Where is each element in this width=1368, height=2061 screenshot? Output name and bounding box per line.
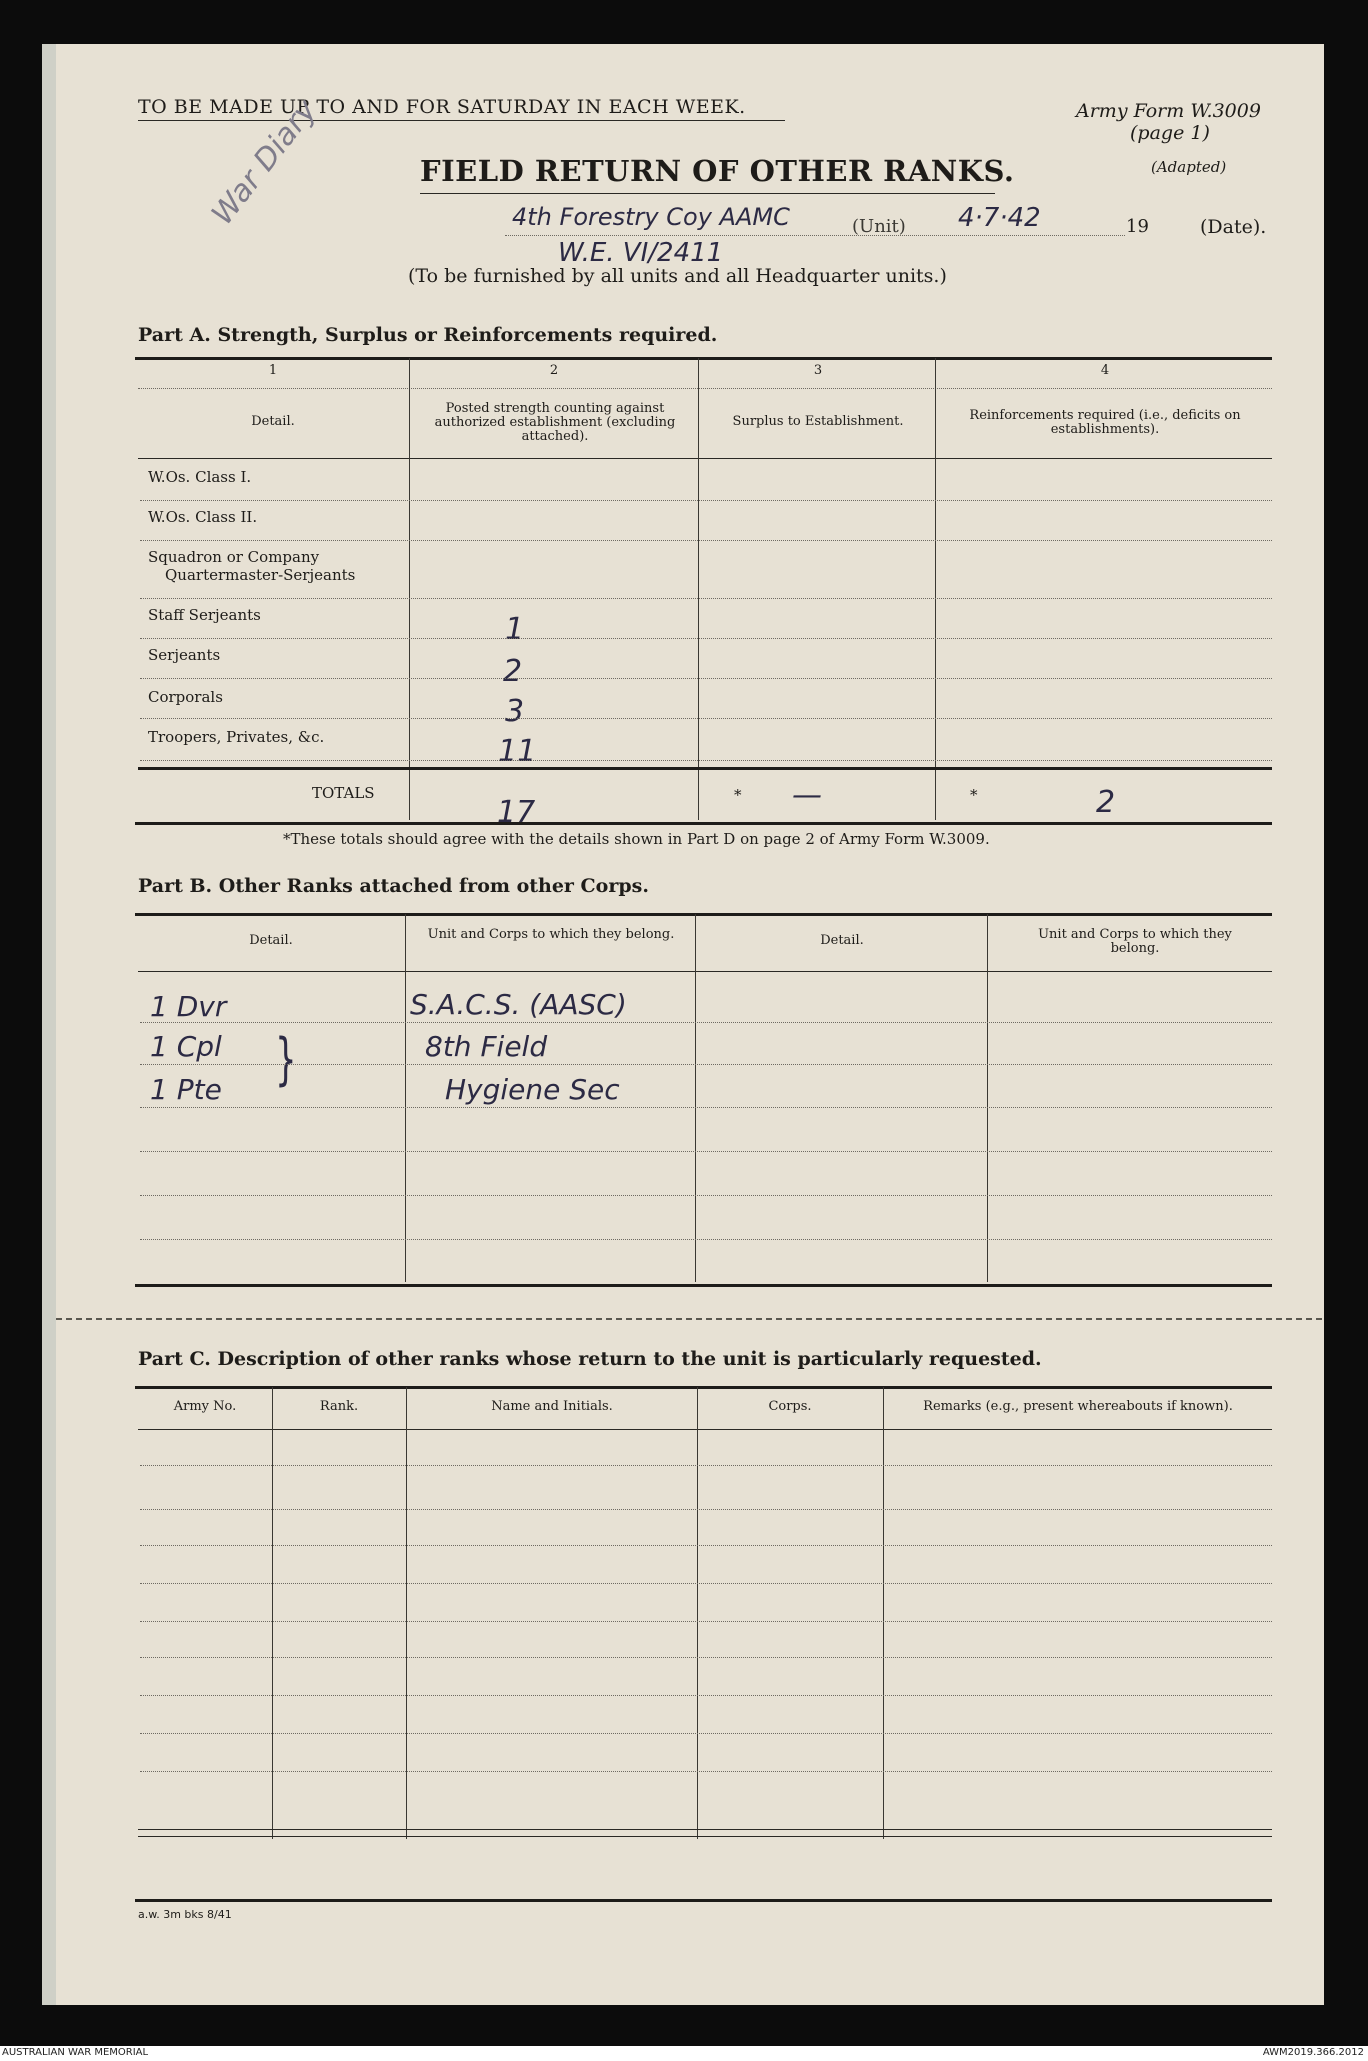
handwritten-unit: 4th Forestry Coy AAMC — [512, 203, 790, 231]
instruction-text: TO BE MADE UP TO AND FOR SATURDAY IN EACH WEEK. — [138, 96, 746, 118]
part-c-row-rule — [140, 1545, 1272, 1546]
row-sgt-strength: 2 — [503, 654, 523, 689]
row-pte-strength: 11 — [498, 734, 537, 769]
instruction-underline — [138, 120, 785, 121]
row-wo1-label: W.Os. Class I. — [148, 468, 252, 486]
part-c-heading: Part C. Description of other ranks whose return to the unit is particularly requested. — [138, 1348, 1042, 1370]
totals-surplus: — — [792, 778, 822, 813]
part-b-header-rule — [138, 971, 1272, 972]
part-b-entry-detail: 1 Pte — [150, 1073, 222, 1106]
part-c-col-name: Name and Initials. — [491, 1399, 613, 1414]
part-c-row-rule — [140, 1509, 1272, 1510]
archive-id: AWM2019.366.2012 — [1262, 2047, 1364, 2058]
row-cqms-label: Squadron or Company — [148, 548, 320, 566]
totals-top-rule — [138, 767, 1272, 770]
row-sgt-label: Serjeants — [148, 646, 221, 664]
col-head-reinforcements: Reinforcements required (i.e., deficits on establishments). — [969, 408, 1241, 437]
col-head-detail: Detail. — [251, 414, 295, 429]
part-c-col-remarks: Remarks (e.g., present whereabouts if known). — [923, 1399, 1233, 1414]
row-cpl-label: Corporals — [148, 688, 223, 706]
col-number-rule — [138, 388, 1272, 389]
part-a-footnote: *These totals should agree with the details shown in Part D on page 2 of Army Form W.3009. — [283, 830, 990, 848]
col-head-surplus: Surplus to Establishment. — [732, 414, 904, 429]
part-b-col-unit-1: Unit and Corps to which they belong. — [427, 927, 675, 942]
handwritten-wef: W.E. VI/2411 — [558, 238, 724, 268]
totals-strength: 17 — [497, 795, 536, 830]
part-b-col-detail-2: Detail. — [820, 933, 864, 948]
part-b-col-unit-2: Unit and Corps to which they belong. — [1038, 927, 1232, 956]
part-c-header-rule — [138, 1429, 1272, 1430]
unit-date-line — [505, 235, 1125, 236]
row-ssgt-strength: 1 — [505, 612, 525, 647]
part-c-double-rule — [138, 1836, 1272, 1837]
part-a-vline-2 — [698, 358, 699, 820]
row-rule — [140, 678, 1272, 679]
row-wo2-label: W.Os. Class II. — [148, 508, 258, 526]
row-rule — [140, 500, 1272, 501]
handwritten-margin-note: War Diary — [205, 93, 324, 232]
part-a-bottom-rule — [135, 822, 1272, 825]
form-title: FIELD RETURN OF OTHER RANKS. — [420, 154, 1015, 188]
part-b-row-rule — [140, 1151, 1272, 1152]
unit-label: (Unit) — [852, 216, 906, 237]
part-c-row-rule — [140, 1621, 1272, 1622]
adapted-label: (Adapted) — [1151, 158, 1227, 176]
part-c-row-rule — [140, 1583, 1272, 1584]
col-number-4: 4 — [1100, 363, 1110, 378]
part-b-vline-2 — [695, 914, 696, 1282]
part-c-row-rule — [140, 1771, 1272, 1772]
part-a-top-rule — [135, 357, 1272, 360]
part-b-entry-detail: 1 Cpl — [150, 1030, 222, 1063]
part-b-vline-3 — [987, 914, 988, 1282]
part-c-top-rule — [135, 1386, 1272, 1389]
row-pte-label: Troopers, Privates, &c. — [148, 728, 325, 746]
part-a-header-rule — [138, 458, 1272, 459]
part-a-vline-3 — [935, 358, 936, 820]
row-rule — [140, 540, 1272, 541]
part-b-row-rule — [140, 1239, 1272, 1240]
totals-label: TOTALS — [312, 784, 375, 802]
furnish-note: (To be furnished by all units and all Headquarter units.) — [408, 265, 947, 287]
date-label: (Date). — [1200, 216, 1267, 238]
totals-reinf-mark: * — [970, 786, 978, 804]
part-c-row-rule — [140, 1465, 1272, 1466]
part-b-row-rule — [140, 1064, 1272, 1065]
row-rule — [140, 598, 1272, 599]
part-c-double-rule — [138, 1829, 1272, 1830]
handwritten-date: 4·7·42 — [958, 203, 1041, 233]
row-rule — [140, 718, 1272, 719]
form-number: Army Form W.3009 — [1076, 100, 1261, 122]
part-b-col-detail-1: Detail. — [249, 933, 293, 948]
part-b-entry-unit: S.A.C.S. (AASC) — [410, 988, 627, 1021]
part-a-heading: Part A. Strength, Surplus or Reinforcements required. — [138, 324, 718, 346]
part-c-row-rule — [140, 1657, 1272, 1658]
part-b-row-rule — [140, 1107, 1272, 1108]
part-b-bottom-rule — [135, 1284, 1272, 1287]
part-b-heading: Part B. Other Ranks attached from other Corps. — [138, 875, 649, 897]
part-b-entry-detail: 1 Dvr — [150, 990, 227, 1023]
part-c-bottom-rule — [135, 1899, 1272, 1902]
perforation-line — [56, 1318, 1322, 1320]
archive-footer — [0, 2046, 1368, 2061]
row-cqms-label-2: Quartermaster-Serjeants — [165, 566, 356, 584]
part-b-row-rule — [140, 1195, 1272, 1196]
col-head-posted-strength: Posted strength counting against authorized establishment (excluding attached). — [434, 401, 676, 444]
row-cpl-strength: 3 — [505, 694, 525, 729]
year-label: 19 — [1126, 216, 1149, 237]
part-b-row-rule — [140, 1022, 1272, 1023]
row-rule — [140, 638, 1272, 639]
col-number-3: 3 — [813, 363, 823, 378]
part-b-top-rule — [135, 913, 1272, 916]
totals-reinforcements: 2 — [1096, 785, 1116, 820]
print-code: a.w. 3m bks 8/41 — [138, 1908, 232, 1921]
part-a-vline-1 — [409, 358, 410, 820]
brace-mark: } — [275, 1027, 297, 1092]
col-number-2: 2 — [549, 363, 559, 378]
part-b-entry-unit: Hygiene Sec — [445, 1073, 620, 1106]
totals-surplus-mark: * — [734, 786, 742, 804]
col-number-1: 1 — [268, 363, 278, 378]
part-c-row-rule — [140, 1733, 1272, 1734]
form-page-number: (page 1) — [1130, 122, 1210, 144]
row-rule — [140, 760, 1272, 761]
part-c-col-rank: Rank. — [319, 1399, 359, 1414]
part-b-entry-unit: 8th Field — [425, 1030, 548, 1063]
archive-name: AUSTRALIAN WAR MEMORIAL — [2, 2047, 149, 2058]
title-underline — [420, 193, 995, 194]
part-c-col-army-no: Army No. — [173, 1399, 237, 1414]
row-ssgt-label: Staff Serjeants — [148, 606, 261, 624]
part-c-col-corps: Corps. — [768, 1399, 812, 1414]
part-c-row-rule — [140, 1695, 1272, 1696]
page-edge-strip — [42, 44, 56, 2005]
part-b-vline-1 — [405, 914, 406, 1282]
